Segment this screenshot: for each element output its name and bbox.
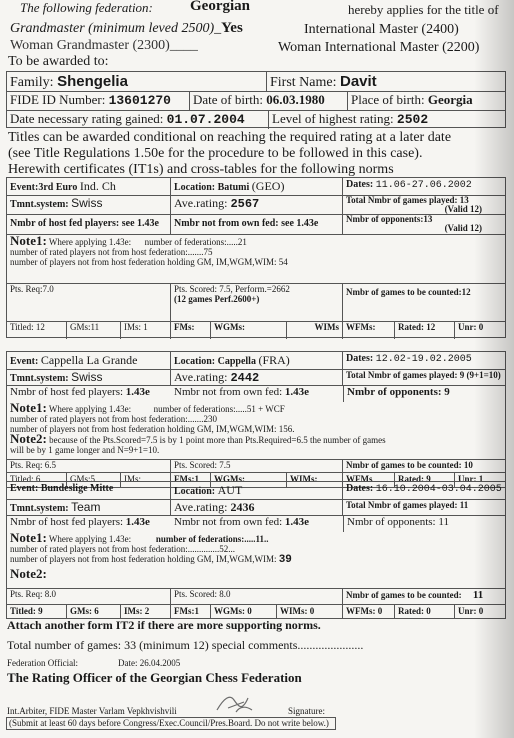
location-value: (GEO) <box>251 179 285 193</box>
fms-cell: FMs: <box>171 321 211 339</box>
system-label: Tmnt.system: <box>10 199 69 210</box>
fms-cell: FMs:1 <box>171 473 211 487</box>
note-text: number of players not from host federation holding GM, IM,WGM,WIM: 54 <box>10 257 288 267</box>
unr-cell: Unr: 0 <box>458 322 484 332</box>
im-label: International Master (2400) <box>304 22 459 37</box>
note-title: Note1: <box>10 530 47 545</box>
wgms-cell: WGMs: <box>211 321 287 339</box>
system-value: Swiss <box>71 370 103 384</box>
norm-3-titles-row <box>6 605 506 619</box>
wims-cell: WIMs: <box>287 473 343 487</box>
norm1-ave <box>171 195 343 214</box>
gm-label: Grandmaster (minimum leved 2500)_ <box>10 21 222 36</box>
pts-req-cell: Pts. Req: 8.0 <box>7 588 171 606</box>
pts-scored-cell: Pts. Scored: 8.0 <box>171 588 343 606</box>
submit-note-box <box>6 717 336 730</box>
norm1-host: Nmbr of host fed players: see 1.43e <box>7 214 171 234</box>
pts-req-cell: Pts. Req: 6.5 <box>7 459 171 474</box>
dob-cell <box>190 91 348 110</box>
intro-line: (see Title Regulations 1.50e for the procedure to be followed in this case). <box>8 146 423 161</box>
note-text: number of federations:.....11.. <box>155 534 269 544</box>
pob-label: Place of birth: <box>351 92 425 107</box>
wim-label: Woman International Master (2200) <box>278 40 480 55</box>
rating-date-label: Date necessary rating gained: <box>10 111 164 126</box>
player-row-rating <box>7 110 505 129</box>
signature-mark <box>214 692 256 716</box>
dates-value: 16.10.2004-03.04.2005 <box>375 484 502 495</box>
norm1-pts-req: Pts. Req:7.0 <box>7 283 171 321</box>
norm1-note <box>10 233 505 282</box>
norm-3-table <box>6 481 506 605</box>
system-value: Team <box>71 500 101 514</box>
unr-cell: Unr: 0 <box>458 606 484 616</box>
gms-cell: GMs:11 <box>67 321 121 339</box>
pts-scored: Pts. Scored: 7.5, Perform.=2662 <box>174 284 290 294</box>
location-label: Location: <box>174 486 216 497</box>
note-text: Where applying 1.43e: <box>48 237 132 247</box>
unr-cell: Unr: 1 <box>458 474 484 484</box>
gms-cell: GMs:5 <box>67 473 121 487</box>
attach-note: Attach another form IT2 if there are more supporting norms. <box>7 618 321 632</box>
scan-shadow <box>474 0 514 738</box>
norm1-event <box>7 178 171 195</box>
fide-id-label: FIDE ID Number: <box>10 92 106 107</box>
player-row-name <box>7 72 505 91</box>
level-label: Level of highest rating: <box>272 111 394 126</box>
first-name-cell <box>267 72 505 91</box>
norm3-ave <box>171 499 343 515</box>
note-text: number of players not from host federation holding GM, IM,WGM,WIM: <box>10 554 277 564</box>
event-label: Event: <box>10 356 39 367</box>
opp-label: Nmbr of opponents:13 <box>346 214 433 224</box>
rated-cell: Rated: 0 <box>395 605 455 618</box>
gm-answer: Yes <box>221 20 243 36</box>
wfms-cell: WFMs: <box>343 321 395 339</box>
signature-label: Signature: <box>288 706 325 716</box>
notown-value: 1.43e <box>284 386 310 398</box>
note-text: Where applying 1.43e: <box>48 534 132 544</box>
dates-value: 12.02-19.02.2005 <box>375 354 472 365</box>
federation-official-label: Federation Official: <box>7 658 79 668</box>
ave-label: Ave.rating: <box>174 500 228 514</box>
note-title: Note2: <box>10 431 47 446</box>
ims-cell: IMs: 1 <box>121 321 171 339</box>
titled-cell: Titled: 6 <box>7 473 67 487</box>
system-value: Swiss <box>71 196 103 210</box>
wims-cell: WIMs: 0 <box>277 605 343 618</box>
notown-label: Nmbr not from own fed: <box>174 386 283 398</box>
opp-valid: (Valid 12) <box>444 223 482 233</box>
pts-scored-note: (12 games Perf.2600+) <box>174 294 260 304</box>
host-label: Nmbr of host fed players: <box>10 516 124 528</box>
wims-cell: WIMs <box>287 321 343 339</box>
note-text: number of rated players not from host federation:.......230 <box>10 414 217 424</box>
host-value: 1.43e <box>125 516 150 528</box>
note-text: number of players not from host federation holding GM, IM,WGM,WIM: 156. <box>10 424 295 434</box>
family-label: Family: <box>10 75 54 90</box>
games-valid: (Valid 12) <box>444 204 482 214</box>
norm1-notown: Nmbr not from own fed: see 1.43e <box>171 214 343 234</box>
counted-cell: Nmbr of games to be counted: 10 <box>346 460 473 470</box>
note-title: Note1: <box>10 400 47 415</box>
pob-value: Georgia <box>427 92 473 107</box>
ave-label: Ave.rating: <box>174 196 228 210</box>
notown-value: 1.43e <box>284 516 310 528</box>
arbiter-name: Int.Arbiter, FIDE Master Varlam Vepkhvishvili <box>7 706 177 716</box>
ims-cell: IMs: <box>121 473 171 487</box>
note-text: number of federations:.....51 + WCF <box>153 404 285 414</box>
applies-text: hereby applies for the title of <box>348 2 499 17</box>
norm1-counted: Nmbr of games to be counted:12 <box>346 287 471 297</box>
location-value: AUT <box>217 483 243 497</box>
norm2-location <box>171 352 343 369</box>
notown-label: Nmbr not from own fed: <box>174 516 283 528</box>
norm3-opp: Nmbr of opponents: 11 <box>343 515 505 532</box>
intro-text: The following federation: <box>20 0 153 15</box>
system-label: Tmnt.system: <box>10 373 69 384</box>
dates-label: Dates: <box>346 353 374 364</box>
counted-value: 11 <box>472 589 484 601</box>
rating-date-value: 01.07.2004 <box>166 112 245 127</box>
norm3-location <box>171 482 343 499</box>
official-date: Date: 26.04.2005 <box>118 658 181 668</box>
system-label: Tmnt.system: <box>10 503 69 514</box>
gms-cell: GMs: 6 <box>67 605 121 618</box>
dob-value: 06.03.1980 <box>266 92 325 107</box>
norm1-pts-scored <box>171 283 343 321</box>
ave-value: 2442 <box>230 371 260 385</box>
norm2-games: Total Nmbr of games played: 9 (9+1=10) <box>346 370 501 380</box>
submit-note: (Submit at least 60 days before Congress/Exec.Council/Pres.Board. Do not write below.) <box>9 718 329 728</box>
first-name-value: Davit <box>340 73 377 90</box>
ims-cell: IMs: 2 <box>121 605 171 618</box>
note-text: Where applying 1.43e: <box>48 404 132 414</box>
host-value: 1.43e <box>125 386 150 398</box>
total-games-line: Total number of games: 33 (minimum 12) special comments...................... <box>7 638 364 652</box>
rated-cell: Rated: 12 <box>395 321 455 339</box>
norm-1-table <box>6 177 506 338</box>
ave-value: 2567 <box>230 197 260 211</box>
location-value: (FRA) <box>258 353 290 367</box>
norm1-system <box>7 195 171 214</box>
family-cell <box>7 72 267 91</box>
rating-date-cell <box>7 110 269 129</box>
wgm-label: Woman Grandmaster (2300)____ <box>10 38 198 53</box>
pts-scored-cell: Pts. Scored: 7.5 <box>171 459 343 474</box>
note-text: will be by 1 game longer and N=9+1=10. <box>10 445 160 455</box>
federation-intro <box>20 0 153 16</box>
norm3-notown <box>171 515 343 532</box>
games-label: Total Nmbr of games played: 13 <box>346 195 469 205</box>
ave-label: Ave.rating: <box>174 370 228 384</box>
norm-2-table <box>6 351 506 473</box>
first-name-label: First Name: <box>270 75 337 90</box>
norm2-event <box>7 352 171 369</box>
titled-cell: Titled: 12 <box>7 321 67 339</box>
norm3-system <box>7 499 171 515</box>
level-cell <box>269 110 505 129</box>
fms-cell: FMs:1 <box>171 605 211 618</box>
rating-officer-title: The Rating Officer of the Georgian Chess Federation <box>7 670 302 685</box>
note-text: number of rated players not from host federation:..............52... <box>10 544 235 554</box>
norm2-opp: Nmbr of opponents: 9 <box>343 385 505 402</box>
note-text: number of rated players not from host federation:.......75 <box>10 247 213 257</box>
wgms-cell: WGMs: <box>211 473 287 487</box>
wfms-cell: WFMs: 0 <box>343 605 395 618</box>
dates-label: Dates: <box>346 179 374 190</box>
norm2-notes <box>10 400 505 459</box>
awarded-to-label: To be awarded to: <box>8 54 109 69</box>
dates-label: Dates: <box>346 483 374 494</box>
ave-value: 2436 <box>230 500 255 514</box>
norm3-event: Event: Bundeslige Mitte <box>7 482 171 499</box>
norm1-location <box>171 178 343 195</box>
note-text: number of federations:.....21 <box>144 237 247 247</box>
note-text: because of the Pts.Scored=7.5 is by 1 point more than Pts.Required=6.5 the number of games <box>49 435 386 445</box>
fide-id-value: 13601270 <box>108 93 171 108</box>
federation-name: Georgian <box>190 0 250 14</box>
rated-cell: Rated: 9 <box>395 473 455 487</box>
intro-line: Titles can be awarded conditional on reaching the required rating at a later date <box>8 130 452 145</box>
intro-paragraph <box>8 130 451 178</box>
host-label: Nmbr of host fed players: <box>10 386 124 398</box>
wgms-cell: WGMs: 0 <box>211 605 277 618</box>
level-value: 2502 <box>396 112 429 127</box>
player-row-ids <box>7 91 505 110</box>
norm3-notes <box>10 530 505 588</box>
dates-value: 11.06-27.06.2002 <box>375 180 472 191</box>
norm2-system <box>7 369 171 385</box>
norm3-games: Total Nmbr of games played: 11 <box>346 500 469 510</box>
event-value: Ind. Ch <box>79 179 116 193</box>
titled-cell: Titled: 9 <box>7 605 67 618</box>
note-title: Note1: <box>10 233 47 248</box>
gm-line <box>10 20 243 37</box>
dob-label: Date of birth: <box>193 92 264 107</box>
location-label: Location: Batumi <box>174 182 250 193</box>
family-value: Shengelia <box>57 73 128 90</box>
note-title: Note2: <box>10 566 47 581</box>
location-label: Location: Cappella <box>174 356 256 367</box>
norm2-ave <box>171 369 343 385</box>
note-value: 39 <box>278 554 292 566</box>
player-table <box>6 71 506 128</box>
norm2-notown <box>171 385 343 402</box>
event-label: Event:3rd Euro <box>10 182 78 193</box>
event-value: Cappella La Grande <box>40 353 138 367</box>
intro-line: Herewith certificates (IT1s) and cross-tables for the following norms <box>8 162 394 177</box>
fide-id-cell <box>7 91 190 110</box>
counted-label: Nmbr of games to be counted: <box>346 590 462 600</box>
wfms-cell: WFMs <box>343 473 395 487</box>
